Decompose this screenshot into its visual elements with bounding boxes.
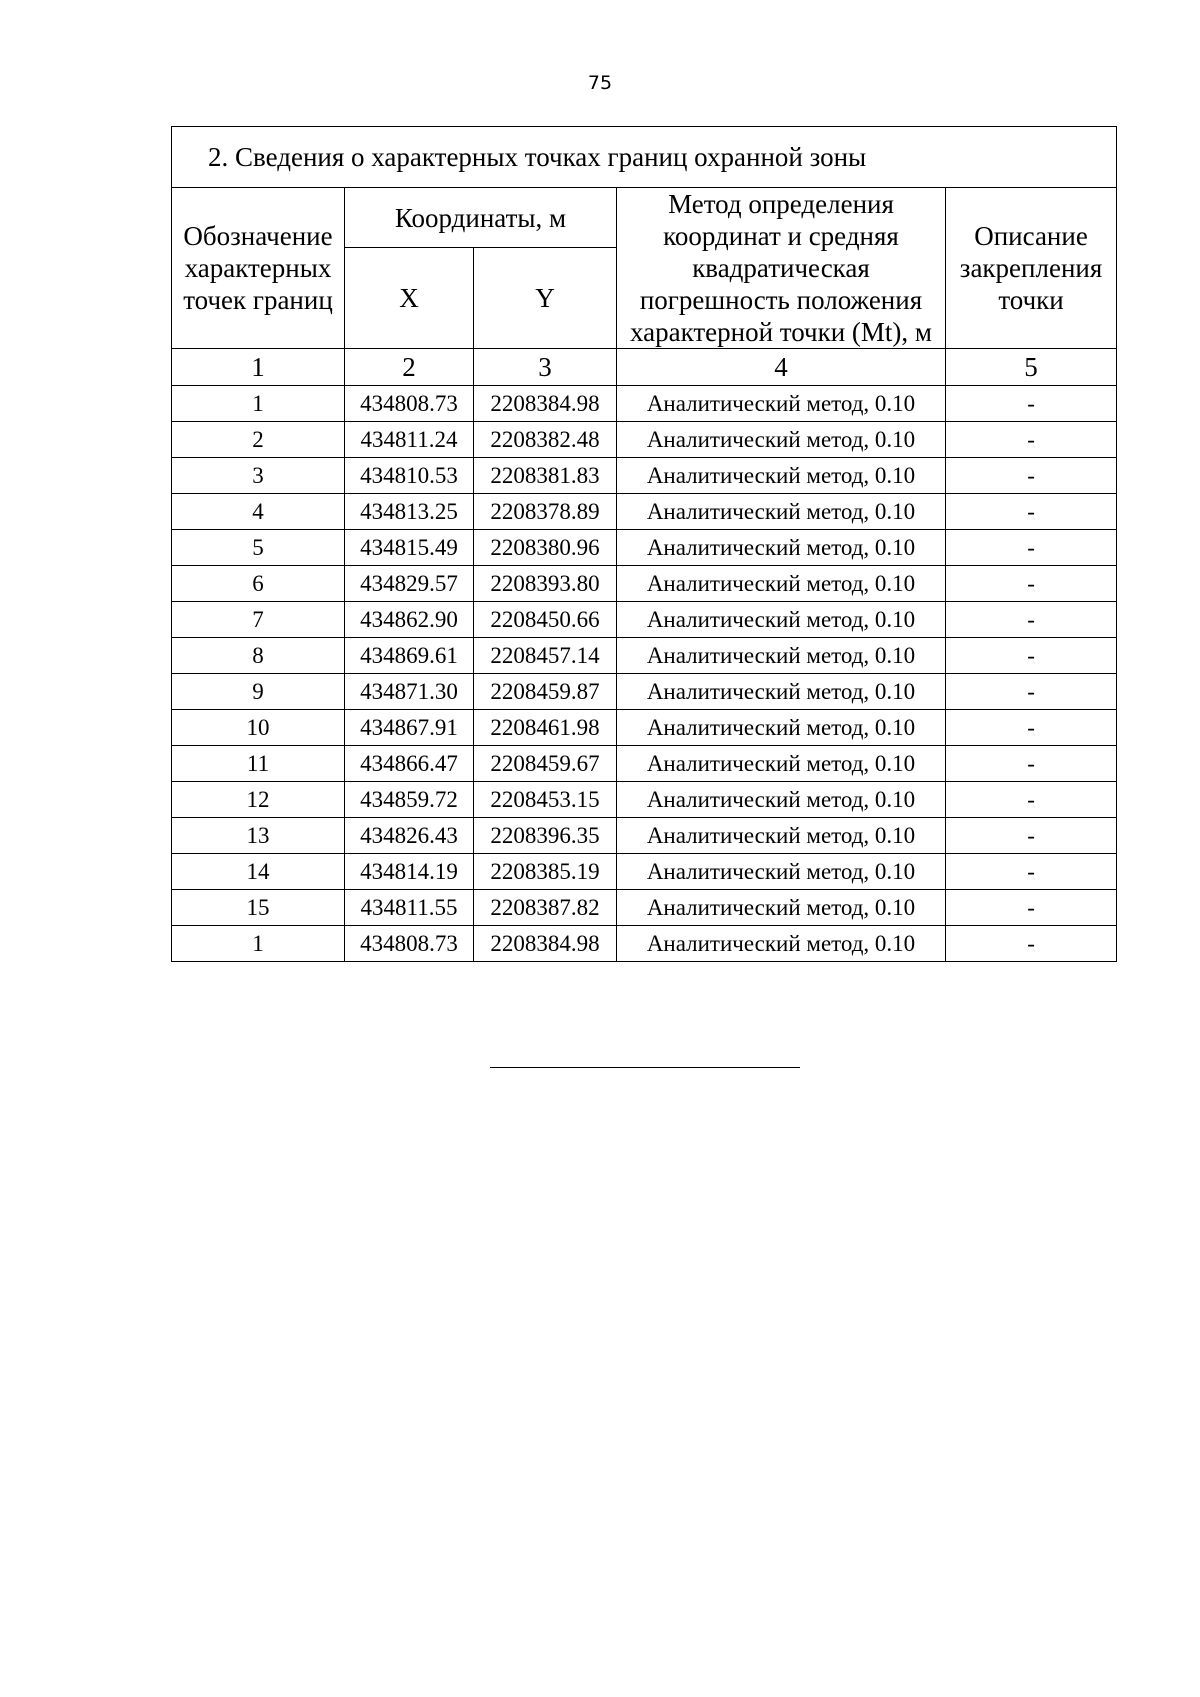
- description-cell: -: [946, 890, 1117, 926]
- column-number: 5: [946, 349, 1117, 386]
- method-cell: Аналитический метод, 0.10: [617, 854, 946, 890]
- point-cell: 5: [172, 530, 345, 566]
- x-coordinate-cell: 434810.53: [345, 458, 474, 494]
- header-designation: Обозначение характерных точек границ: [172, 188, 345, 349]
- description-cell: -: [946, 926, 1117, 962]
- x-coordinate-cell: 434859.72: [345, 782, 474, 818]
- y-coordinate-cell: 2208385.19: [474, 854, 617, 890]
- header-method: Метод определения координат и средняя квадратическая погрешность положения характерной точки (Mt), м: [617, 188, 946, 349]
- table-row: [172, 746, 1117, 782]
- method-cell: Аналитический метод, 0.10: [617, 674, 946, 710]
- method-cell: Аналитический метод, 0.10: [617, 422, 946, 458]
- x-coordinate-cell: 434813.25: [345, 494, 474, 530]
- method-cell: Аналитический метод, 0.10: [617, 890, 946, 926]
- x-coordinate-cell: 434811.55: [345, 890, 474, 926]
- table-row: [172, 782, 1117, 818]
- x-coordinate-cell: 434811.24: [345, 422, 474, 458]
- table-title: 2. Сведения о характерных точках границ охранной зоны: [172, 127, 1117, 188]
- method-cell: Аналитический метод, 0.10: [617, 602, 946, 638]
- x-coordinate-cell: 434815.49: [345, 530, 474, 566]
- table-row: [172, 818, 1117, 854]
- point-cell: 14: [172, 854, 345, 890]
- y-coordinate-cell: 2208387.82: [474, 890, 617, 926]
- table-row: [172, 602, 1117, 638]
- description-cell: -: [946, 746, 1117, 782]
- y-coordinate-cell: 2208453.15: [474, 782, 617, 818]
- y-coordinate-cell: 2208459.67: [474, 746, 617, 782]
- point-cell: 4: [172, 494, 345, 530]
- point-cell: 10: [172, 710, 345, 746]
- description-cell: -: [946, 422, 1117, 458]
- x-coordinate-cell: 434869.61: [345, 638, 474, 674]
- point-cell: 3: [172, 458, 345, 494]
- point-cell: 7: [172, 602, 345, 638]
- description-cell: -: [946, 638, 1117, 674]
- y-coordinate-cell: 2208381.83: [474, 458, 617, 494]
- table-row: [172, 530, 1117, 566]
- point-cell: 1: [172, 926, 345, 962]
- y-coordinate-cell: 2208384.98: [474, 926, 617, 962]
- header-coordinates: Координаты, м: [345, 188, 617, 248]
- description-cell: -: [946, 602, 1117, 638]
- y-coordinate-cell: 2208450.66: [474, 602, 617, 638]
- x-coordinate-cell: 434871.30: [345, 674, 474, 710]
- column-number: 1: [172, 349, 345, 386]
- table-row: [172, 890, 1117, 926]
- point-cell: 12: [172, 782, 345, 818]
- table-row: [172, 854, 1117, 890]
- column-number: 3: [474, 349, 617, 386]
- method-cell: Аналитический метод, 0.10: [617, 782, 946, 818]
- end-of-section-rule: [490, 1067, 800, 1068]
- point-cell: 9: [172, 674, 345, 710]
- header-description: Описание закрепления точки: [946, 188, 1117, 349]
- x-coordinate-cell: 434814.19: [345, 854, 474, 890]
- table-row: [172, 674, 1117, 710]
- description-cell: -: [946, 566, 1117, 602]
- table-row: [172, 494, 1117, 530]
- page-number: 75: [587, 72, 613, 94]
- x-coordinate-cell: 434866.47: [345, 746, 474, 782]
- x-coordinate-cell: 434808.73: [345, 386, 474, 422]
- x-coordinate-cell: 434829.57: [345, 566, 474, 602]
- y-coordinate-cell: 2208384.98: [474, 386, 617, 422]
- point-cell: 11: [172, 746, 345, 782]
- column-number: 4: [617, 349, 946, 386]
- table-row: [172, 926, 1117, 962]
- table-row: [172, 566, 1117, 602]
- description-cell: -: [946, 710, 1117, 746]
- x-coordinate-cell: 434808.73: [345, 926, 474, 962]
- y-coordinate-cell: 2208457.14: [474, 638, 617, 674]
- y-coordinate-cell: 2208396.35: [474, 818, 617, 854]
- description-cell: -: [946, 818, 1117, 854]
- point-cell: 8: [172, 638, 345, 674]
- point-cell: 2: [172, 422, 345, 458]
- table-body: [172, 386, 1117, 962]
- table-row: [172, 458, 1117, 494]
- table-row: [172, 422, 1117, 458]
- header-y: Y: [474, 248, 617, 349]
- method-cell: Аналитический метод, 0.10: [617, 458, 946, 494]
- y-coordinate-cell: 2208393.80: [474, 566, 617, 602]
- description-cell: -: [946, 854, 1117, 890]
- point-cell: 13: [172, 818, 345, 854]
- table-row: [172, 710, 1117, 746]
- y-coordinate-cell: 2208382.48: [474, 422, 617, 458]
- y-coordinate-cell: 2208459.87: [474, 674, 617, 710]
- method-cell: Аналитический метод, 0.10: [617, 746, 946, 782]
- method-cell: Аналитический метод, 0.10: [617, 638, 946, 674]
- table-row: [172, 386, 1117, 422]
- point-cell: 15: [172, 890, 345, 926]
- description-cell: -: [946, 782, 1117, 818]
- description-cell: -: [946, 530, 1117, 566]
- method-cell: Аналитический метод, 0.10: [617, 818, 946, 854]
- header-x: X: [345, 248, 474, 349]
- description-cell: -: [946, 494, 1117, 530]
- point-cell: 1: [172, 386, 345, 422]
- method-cell: Аналитический метод, 0.10: [617, 386, 946, 422]
- y-coordinate-cell: 2208380.96: [474, 530, 617, 566]
- column-number: 2: [345, 349, 474, 386]
- method-cell: Аналитический метод, 0.10: [617, 566, 946, 602]
- y-coordinate-cell: 2208378.89: [474, 494, 617, 530]
- method-cell: Аналитический метод, 0.10: [617, 926, 946, 962]
- method-cell: Аналитический метод, 0.10: [617, 494, 946, 530]
- description-cell: -: [946, 458, 1117, 494]
- x-coordinate-cell: 434862.90: [345, 602, 474, 638]
- description-cell: -: [946, 674, 1117, 710]
- description-cell: -: [946, 386, 1117, 422]
- y-coordinate-cell: 2208461.98: [474, 710, 617, 746]
- x-coordinate-cell: 434826.43: [345, 818, 474, 854]
- method-cell: Аналитический метод, 0.10: [617, 710, 946, 746]
- point-cell: 6: [172, 566, 345, 602]
- boundary-points-table: [171, 126, 1117, 962]
- table-row: [172, 638, 1117, 674]
- method-cell: Аналитический метод, 0.10: [617, 530, 946, 566]
- x-coordinate-cell: 434867.91: [345, 710, 474, 746]
